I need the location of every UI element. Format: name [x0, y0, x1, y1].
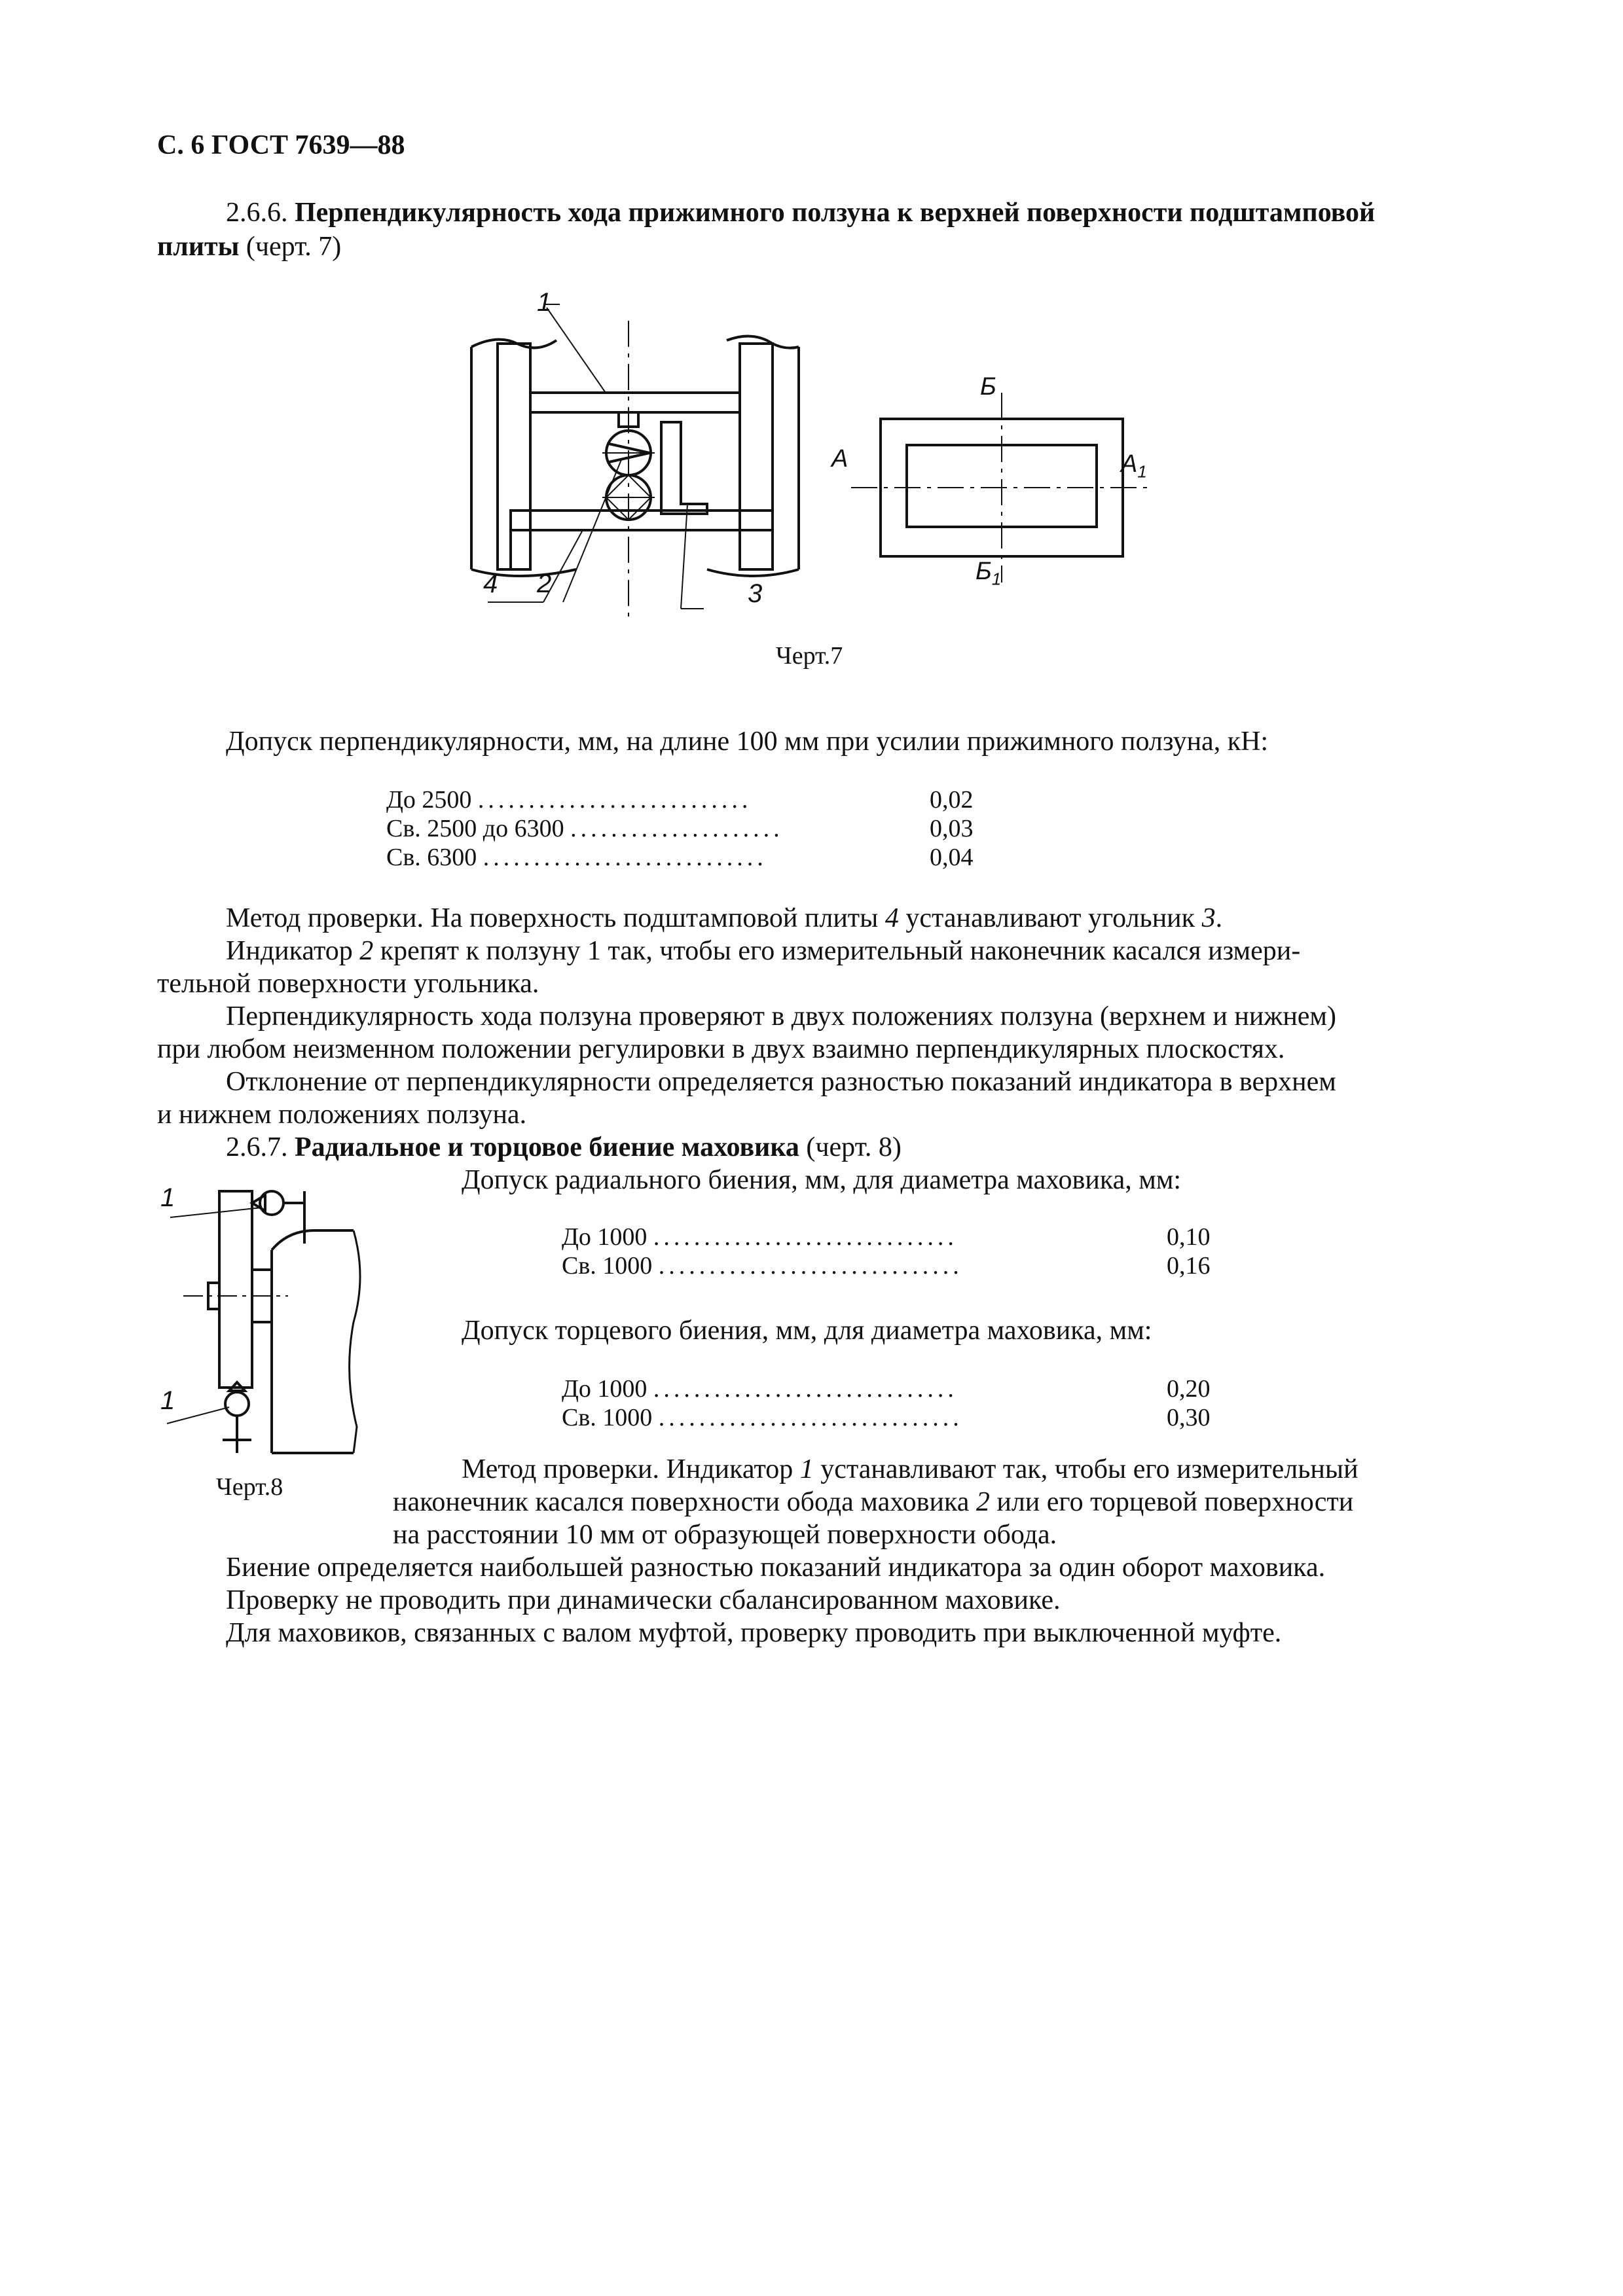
text: Индикатор [226, 936, 360, 966]
page-header: С. 6 ГОСТ 7639—88 [157, 130, 405, 160]
tol266-row: До 2500 ........................... [386, 786, 752, 814]
radial-intro: Допуск радиального биения, мм, для диаметра маховика, мм: [462, 1165, 1182, 1195]
tol-label: До 1000 [562, 1375, 647, 1403]
fig8-caption: Черт.8 [216, 1473, 283, 1501]
ref-number: 2 [976, 1487, 990, 1517]
axial-value: 0,20 [1167, 1375, 1211, 1403]
method267-line3: на расстоянии 10 мм от образующей поверхности обода. [393, 1520, 1057, 1550]
text: Метод проверки. Индикатор [462, 1454, 800, 1484]
method267-line2 [393, 1486, 1353, 1518]
plan-label-b1 [976, 558, 1001, 590]
section-title: Перпендикулярность хода прижимного ползуна к верхней поверхности подштамповой [295, 198, 1376, 228]
section-number: 2.6.7. [226, 1132, 288, 1162]
plan-label-b1-letter: Б [976, 558, 992, 585]
ref-number: 2 [359, 936, 374, 966]
plan-label-a: А [831, 445, 848, 473]
method266-line2 [226, 935, 1300, 967]
section-title: Радиальное и торцовое биение маховика [295, 1132, 799, 1162]
fig8-label-1-bottom: 1 [160, 1386, 175, 1415]
tol266-row: Св. 6300 ............................ [386, 844, 767, 871]
text: устанавливают так, чтобы его измерительный [813, 1454, 1359, 1484]
figure-7-drawing [445, 281, 1198, 648]
fig7-caption: Черт.7 [776, 642, 843, 670]
text: или его торцевой поверхности [989, 1487, 1354, 1517]
radial-value: 0,16 [1167, 1252, 1211, 1280]
text: крепят к ползуну 1 так, чтобы его измерительный наконечник касался измери- [373, 936, 1301, 966]
tol-label: До 2500 [386, 786, 472, 814]
plan-label-a1 [1121, 450, 1147, 482]
radial-row: До 1000 .............................. [562, 1223, 958, 1251]
tol-label: Св. 1000 [562, 1252, 653, 1280]
text: наконечник касался поверхности обода маховика [393, 1487, 976, 1517]
radial-value: 0,10 [1167, 1223, 1211, 1251]
section-number: 2.6.6. [226, 198, 288, 228]
figure-ref: (черт. 7) [246, 232, 342, 262]
tol-label: Св. 2500 до 6300 [386, 815, 564, 842]
tol-label: Св. 6300 [386, 844, 477, 871]
text: . [1215, 903, 1223, 933]
plan-label-b: Б [980, 373, 996, 401]
method267-line6: Для маховиков, связанных с валом муфтой, проверку проводить при выключенной муфте. [226, 1618, 1282, 1648]
axial-row: До 1000 .............................. [562, 1375, 958, 1403]
fig7-label-3: 3 [748, 579, 763, 608]
fig7-label-2: 2 [537, 569, 552, 598]
ref-number: 3 [1201, 903, 1216, 933]
method266-line6: Отклонение от перпендикулярности определяется разностью показаний индикатора в верхнем [226, 1067, 1336, 1097]
axial-value: 0,30 [1167, 1404, 1211, 1431]
section-2-6-6-heading [226, 196, 1375, 229]
plan-label-a1-letter: А [1121, 450, 1138, 478]
tol266-row: Св. 2500 до 6300 ..................... [386, 815, 784, 842]
tol-label: Св. 1000 [562, 1404, 653, 1431]
tol266-value: 0,03 [930, 815, 974, 842]
tol266-value: 0,04 [930, 844, 974, 871]
plan-label-a1-sub: 1 [1137, 461, 1147, 482]
method266-line5: при любом неизменном положении регулировки в двух взаимно перпендикулярных плоскостях. [157, 1034, 1285, 1064]
figure-8-drawing [157, 1178, 373, 1460]
method267-line1 [462, 1453, 1359, 1486]
method266-line7: и нижнем положениях ползуна. [157, 1100, 527, 1130]
text: устанавливают угольник [898, 903, 1202, 933]
section-2-6-6-heading-cont [157, 230, 341, 263]
method266-line3: тельной поверхности угольника. [157, 969, 539, 999]
fig7-label-1: 1 [537, 288, 552, 317]
plan-label-b1-sub: 1 [991, 569, 1002, 589]
tol266-intro: Допуск перпендикулярности, мм, на длине 100 мм при усилии прижимного ползуна, кН: [226, 726, 1269, 757]
method266-line4: Перпендикулярность хода ползуна проверяют в двух положениях ползуна (верхнем и нижнем) [226, 1001, 1336, 1031]
text: Метод проверки. На поверхность подштамповой плиты [226, 903, 885, 933]
tol266-value: 0,02 [930, 786, 974, 814]
ref-number: 1 [799, 1454, 814, 1484]
method266-line1 [226, 902, 1222, 935]
figure-ref: (черт. 8) [806, 1132, 902, 1162]
axial-intro: Допуск торцевого биения, мм, для диаметра маховика, мм: [462, 1316, 1152, 1346]
ref-number: 4 [884, 903, 899, 933]
radial-row: Св. 1000 .............................. [562, 1252, 963, 1280]
section-title-cont: плиты [157, 232, 240, 262]
tol-label: До 1000 [562, 1223, 647, 1251]
fig8-label-1-top: 1 [160, 1183, 175, 1212]
fig7-label-4: 4 [483, 569, 498, 598]
method267-line5: Проверку не проводить при динамически сбалансированном маховике. [226, 1585, 1061, 1615]
method267-line4: Биение определяется наибольшей разностью показаний индикатора за один оборот маховика. [226, 1552, 1326, 1583]
section-2-6-7-heading [226, 1131, 902, 1164]
axial-row: Св. 1000 .............................. [562, 1404, 963, 1431]
